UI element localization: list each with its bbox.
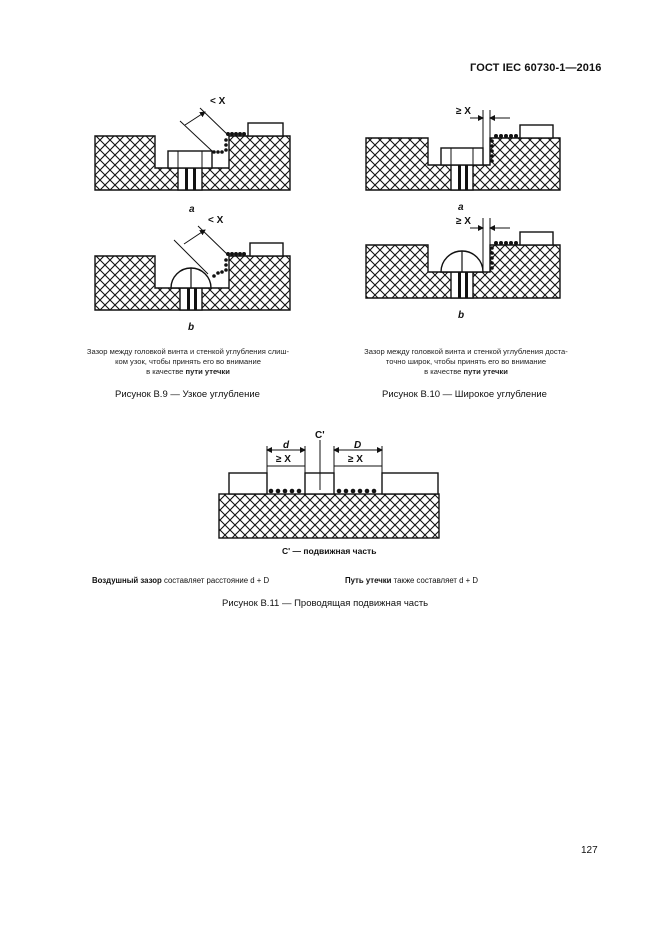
fig-b9-note	[62, 347, 314, 377]
subfigure-label: a	[189, 204, 195, 215]
subfigure-label: b	[188, 322, 195, 333]
dim-label: ≥ X	[456, 216, 471, 227]
dim-label: ≥ X	[456, 106, 471, 117]
fig-b9-title: Рисунок В.9 — Узкое углубление	[115, 389, 260, 400]
label-D: D	[354, 440, 362, 451]
note-line: Зазор между головкой винта и стенкой углубления доста-	[364, 347, 568, 356]
label-d: d	[283, 440, 290, 451]
conductive-plate	[248, 123, 283, 136]
note-text: в качестве	[146, 367, 186, 376]
note-line: ком узок, чтобы принять его во внимание	[115, 357, 261, 366]
subfigure-label: b	[458, 310, 465, 321]
screw-shank	[451, 272, 473, 298]
fig-b10-title: Рисунок В.10 — Широкое углубление	[382, 389, 547, 400]
note-text: в качестве	[424, 367, 464, 376]
term-bold: пути утечки	[463, 367, 508, 376]
figure-b9-b	[95, 215, 290, 333]
conductive-plate	[250, 243, 283, 256]
fig-b11-title: Рисунок В.11 — Проводящая подвижная часть	[222, 598, 429, 609]
dim-label: < X	[210, 96, 226, 107]
screw-head	[441, 148, 483, 165]
dim-label: < X	[208, 215, 224, 226]
note-line	[62, 367, 314, 377]
note-line: Зазор между головкой винта и стенкой углубления слиш-	[86, 347, 290, 356]
screw-head	[168, 151, 212, 168]
dim-label-left: ≥ X	[276, 454, 291, 465]
subfigure-label: a	[458, 202, 464, 213]
figure-b9-a	[95, 96, 290, 215]
conductive-plate	[520, 125, 553, 138]
term-bold: пути утечки	[185, 367, 230, 376]
label-c-prime: C'	[315, 430, 325, 441]
air-gap-note	[92, 576, 269, 585]
page-number: 127	[581, 845, 598, 856]
hatched-base	[219, 494, 439, 538]
screw-shank	[178, 168, 202, 190]
figure-b11	[219, 430, 439, 538]
note-text: составляет расстояние d + D	[161, 576, 270, 585]
note-text: также составляет d + D	[391, 576, 478, 585]
fig-b11-legend: C' — подвижная часть	[282, 546, 377, 556]
figure-b10-a	[366, 106, 560, 213]
fig-b10-note	[340, 347, 592, 377]
left-plate	[229, 473, 267, 494]
note-line: точно широк, чтобы принять его во внимание	[385, 357, 547, 366]
right-plate	[382, 473, 438, 494]
screw-shank	[180, 288, 202, 310]
creepage-note	[345, 576, 478, 585]
screw-shank	[451, 165, 473, 190]
term-bold: Путь утечки	[345, 576, 392, 585]
figure-b10-b	[366, 216, 560, 321]
conductive-plate	[520, 232, 553, 245]
dim-label-right: ≥ X	[348, 454, 363, 465]
document-header: ГОСТ IEC 60730-1—2016	[470, 62, 602, 74]
note-line	[340, 367, 592, 377]
term-bold: Воздушный зазор	[92, 576, 162, 585]
